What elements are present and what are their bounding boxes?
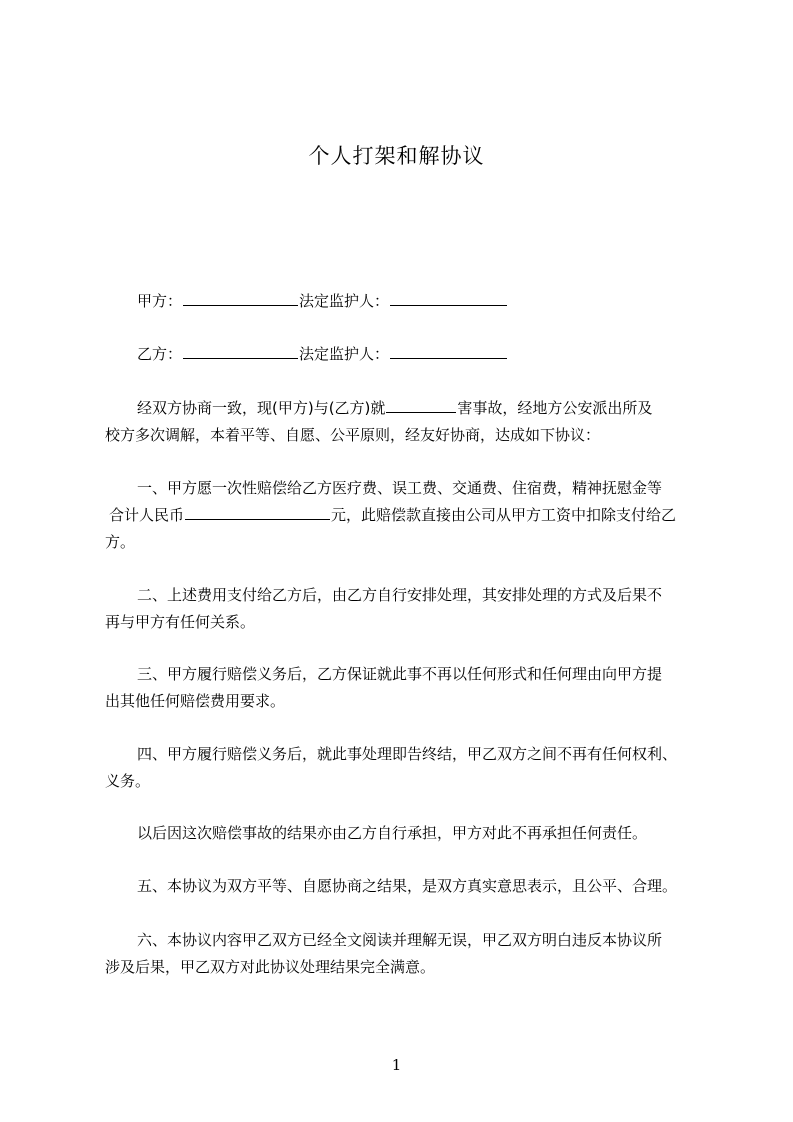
intro-text-2: 害事故，经地方公安派出所及 <box>457 399 653 417</box>
party-b-blank[interactable] <box>183 341 298 359</box>
intro-line-2: 校方多次调解，本着平等、自愿、公平原则，经友好协商，达成如下协议： <box>105 426 601 444</box>
clause-6-line-2: 涉及后果，甲乙双方对此协议处理结果完全满意。 <box>105 958 436 976</box>
party-a-guardian-blank[interactable] <box>390 288 507 306</box>
intro-line-1 <box>137 395 652 422</box>
party-b-guardian-label: 法定监护人： <box>299 345 390 363</box>
clause-4-line-1: 四、甲方履行赔偿义务后，就此事处理即告终结，甲乙双方之间不再有任何权利、 <box>137 745 678 763</box>
clause-1-line-3: 方。 <box>105 533 136 551</box>
party-a-guardian-label: 法定监护人： <box>299 292 390 310</box>
clause-1-amount-label: 合计人民币 <box>109 506 185 524</box>
amount-blank[interactable] <box>185 502 330 520</box>
clause-2-line-1: 二、上述费用支付给乙方后，由乙方自行安排处理，其安排处理的方式及后果不 <box>137 586 663 604</box>
page-number: 1 <box>391 1056 402 1074</box>
party-a-label: 甲方： <box>137 292 183 310</box>
party-b-guardian-blank[interactable] <box>390 341 507 359</box>
clause-4-line-2: 义务。 <box>105 772 151 790</box>
clause-1-text-2: 元，此赔偿款直接由公司从甲方工资中扣除支付给乙 <box>331 506 677 524</box>
party-a-line <box>137 288 508 315</box>
clause-3-line-1: 三、甲方履行赔偿义务后，乙方保证就此事不再以任何形式和任何理由向甲方提 <box>137 665 663 683</box>
clause-3-line-2: 出其他任何赔偿费用要求。 <box>105 692 286 710</box>
party-b-line <box>137 341 508 368</box>
incident-blank[interactable] <box>386 395 456 413</box>
liability-note: 以后因这次赔偿事故的结果亦由乙方自行承担，甲方对此不再承担任何责任。 <box>137 824 648 842</box>
clause-2-line-2: 再与甲方有任何关系。 <box>105 613 256 631</box>
clause-1-line-1: 一、甲方愿一次性赔偿给乙方医疗费、误工费、交通费、住宿费，精神抚慰金等 <box>137 479 663 497</box>
clause-1-line-2 <box>109 502 676 529</box>
clause-5: 五、本协议为双方平等、自愿协商之结果，是双方真实意思表示，且公平、合理。 <box>137 877 678 895</box>
party-b-label: 乙方： <box>137 345 183 363</box>
party-a-blank[interactable] <box>183 288 298 306</box>
document-title: 个人打架和解协议 <box>308 144 485 168</box>
intro-text-1: 经双方协商一致，现(甲方)与(乙方)就 <box>137 399 386 417</box>
clause-6-line-1: 六、本协议内容甲乙双方已经全文阅读并理解无误，甲乙双方明白违反本协议所 <box>137 931 663 949</box>
